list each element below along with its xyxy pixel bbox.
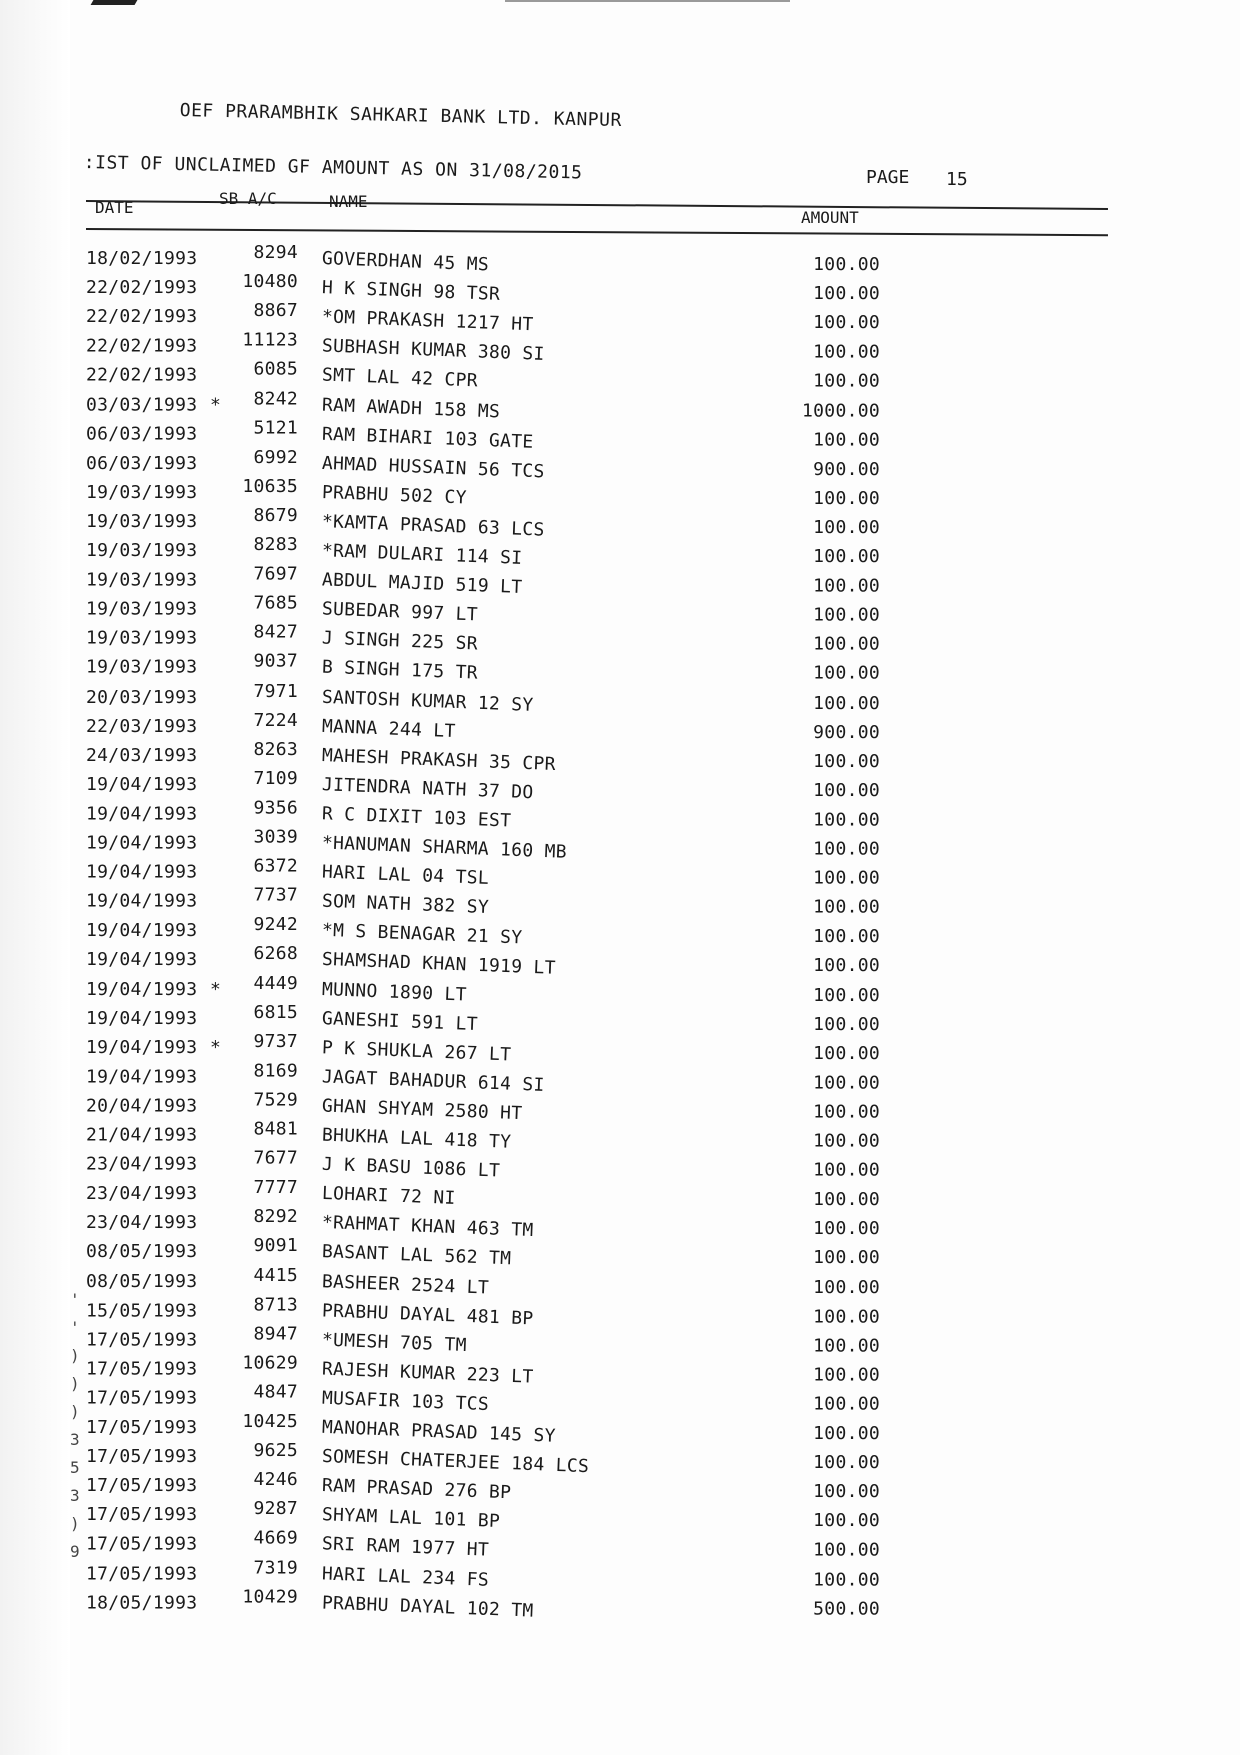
row-date: 19/04/1993 [86,890,198,912]
row-sb-account: 8169 [253,1060,298,1082]
row-sb-account: 4415 [253,1264,298,1286]
row-sb-account: 8713 [253,1293,298,1315]
row-name: RAJESH KUMAR 223 LT [321,1358,534,1388]
row-date: 22/02/1993 [86,364,198,386]
row-sb-account: 8242 [253,388,298,410]
row-date: 17/05/1993 [86,1446,198,1468]
row-name: SOMESH CHATERJEE 184 LCS [321,1446,590,1478]
row-sb-account: 7224 [253,709,298,731]
row-name: GANESHI 591 LT [321,1007,479,1035]
row-date: 17/05/1993 [86,1416,198,1438]
table-row [0,1352,1240,1388]
table-row [0,1410,1240,1447]
row-amount: 100.00 [813,1072,880,1094]
row-amount: 100.00 [813,370,880,392]
row-date: 17/05/1993 [86,1358,198,1380]
bank-name-heading: OEF PRARAMBHIK SAHKARI BANK LTD. KANPUR [179,100,623,132]
row-name: PRABHU 502 CY [321,481,468,509]
row-name: BHUKHA LAL 418 TY [321,1124,512,1153]
row-amount: 100.00 [813,1013,880,1035]
row-name: SANTOSH KUMAR 12 SY [321,686,534,716]
row-amount: 100.00 [813,1042,880,1064]
row-date: 23/04/1993 [86,1153,198,1175]
column-header-name: NAME [329,192,368,211]
row-date: 19/04/1993 [86,978,198,1000]
row-sb-account: 10480 [242,271,298,293]
row-name: HARI LAL 04 TSL [321,861,490,890]
row-date: 19/03/1993 [86,540,198,562]
row-sb-account: 7971 [253,680,298,702]
table-row [0,592,1240,628]
row-sb-account: 3039 [253,826,298,848]
row-name: *RAHMAT KHAN 463 TM [321,1212,534,1242]
row-amount: 100.00 [813,254,880,275]
row-flag: * [210,1036,222,1058]
row-sb-account: 8263 [253,738,298,760]
table-row [0,1556,1240,1592]
row-sb-account: 4246 [253,1469,298,1491]
row-name: B SINGH 175 TR [321,657,479,685]
row-name: MANNA 244 LT [321,715,456,742]
row-name: J SINGH 225 SR [321,627,479,655]
row-amount: 100.00 [813,867,880,889]
table-row [0,943,1240,980]
row-name: P K SHUKLA 267 LT [321,1036,512,1066]
row-date: 17/05/1993 [86,1562,198,1584]
table-row [0,1235,1240,1270]
row-name: GOVERDHAN 45 MS [321,248,490,276]
row-date: 08/05/1993 [86,1270,198,1292]
table-row [0,1177,1240,1212]
row-sb-account: 10629 [242,1352,298,1374]
table-row [0,1469,1240,1504]
row-name: JITENDRA NATH 37 DO [321,773,534,804]
row-sb-account: 6815 [253,1001,298,1023]
row-date: 19/03/1993 [86,627,198,649]
row-sb-account: 7109 [253,767,298,789]
row-date: 06/03/1993 [86,423,198,445]
row-date: 19/04/1993 [86,861,198,883]
row-name: SRI RAM 1977 HT [321,1533,490,1562]
row-amount: 100.00 [813,984,880,1006]
row-sb-account: 8867 [253,300,298,322]
row-date: 19/04/1993 [86,832,198,854]
row-name: GHAN SHYAM 2580 HT [321,1095,523,1125]
table-row [0,709,1240,745]
row-amount: 100.00 [813,1189,880,1211]
row-sb-account: 9287 [253,1498,298,1520]
table-row [0,651,1240,686]
page-number: 15 [946,169,968,190]
table-row [0,1440,1240,1478]
row-date: 15/05/1993 [86,1299,198,1321]
row-date: 21/04/1993 [86,1124,198,1146]
row-sb-account: 8679 [253,504,298,526]
row-name: *UMESH 705 TM [321,1329,468,1356]
table-row [0,563,1240,599]
table-row [0,621,1240,657]
row-date: 06/03/1993 [86,452,198,474]
row-date: 22/02/1993 [86,277,198,299]
row-amount: 100.00 [813,1568,880,1590]
table-row [0,1293,1240,1330]
row-date: 19/03/1993 [86,510,198,532]
table-row [0,680,1240,716]
row-amount: 100.00 [813,1130,880,1152]
row-sb-account: 9037 [253,651,298,673]
row-name: BASANT LAL 562 TM [321,1241,512,1270]
row-sb-account: 8292 [253,1206,298,1228]
row-date: 22/02/1993 [86,306,198,328]
row-name: LOHARI 72 NI [321,1183,456,1210]
row-date: 17/05/1993 [86,1387,198,1409]
row-amount: 100.00 [813,575,880,597]
table-row [0,1264,1240,1300]
row-sb-account: 10429 [242,1586,298,1608]
row-sb-account: 9625 [253,1440,298,1462]
table-row [0,797,1240,832]
row-sb-account: 6268 [253,943,298,965]
row-name: HARI LAL 234 FS [321,1562,490,1591]
row-sb-account: 8427 [253,621,298,643]
row-date: 19/03/1993 [86,569,198,591]
row-date: 08/05/1993 [86,1241,198,1263]
row-name: BASHEER 2524 LT [321,1270,490,1299]
row-date: 20/04/1993 [86,1095,198,1117]
row-date: 19/04/1993 [86,1007,198,1029]
row-amount: 100.00 [813,896,880,918]
row-name: MUSAFIR 103 TCS [321,1387,490,1415]
row-sb-account: 6372 [253,855,298,877]
row-sb-account: 6085 [253,358,298,380]
table-row [0,388,1240,423]
table-row [0,1381,1240,1417]
row-sb-account: 7319 [253,1556,298,1578]
column-header-amount: AMOUNT [801,208,859,227]
row-name: J K BASU 1086 LT [321,1153,501,1182]
row-name: PRABHU DAYAL 481 BP [321,1299,534,1330]
table-row [0,446,1240,483]
row-amount: 100.00 [813,1510,880,1532]
table-row [0,271,1240,306]
page-label: PAGE [866,167,910,188]
table-row [0,475,1240,511]
row-date: 19/03/1993 [86,598,198,620]
row-sb-account: 4847 [253,1381,298,1403]
table-row [0,914,1240,949]
table-row [0,826,1240,863]
row-amount: 100.00 [813,1452,880,1474]
row-sb-account: 10425 [242,1410,298,1432]
row-amount: 100.00 [813,429,880,451]
row-name: H K SINGH 98 TSR [321,277,501,306]
row-sb-account: 7737 [253,884,298,906]
row-sb-account: 10635 [242,475,298,497]
row-sb-account: 7677 [253,1147,298,1169]
row-sb-account: 9356 [253,797,298,819]
row-date: 18/02/1993 [86,248,198,269]
table-row [0,300,1240,336]
row-sb-account: 7685 [253,592,298,614]
row-amount: 100.00 [813,487,880,509]
row-date: 18/05/1993 [86,1592,198,1614]
row-name: SHYAM LAL 101 BP [321,1504,501,1533]
row-date: 17/05/1993 [86,1329,198,1351]
row-amount: 100.00 [813,1247,880,1269]
row-sb-account: 4669 [253,1527,298,1549]
row-sb-account: 8481 [253,1118,298,1140]
table-row [0,738,1240,775]
row-name: SMT LAL 42 CPR [321,364,479,392]
row-amount: 100.00 [813,1539,880,1561]
table-row [0,1323,1240,1358]
table-row [0,1498,1240,1533]
row-name: *KAMTA PRASAD 63 LCS [321,510,545,541]
row-amount: 100.00 [813,1481,880,1503]
row-name: JAGAT BAHADUR 614 SI [321,1066,545,1096]
row-name: ABDUL MAJID 519 LT [321,569,523,599]
table-row [0,1060,1240,1096]
row-amount: 900.00 [813,721,880,743]
row-sb-account: 7697 [253,563,298,585]
row-name: MANOHAR PRASAD 145 SY [321,1416,557,1447]
table-row [0,884,1240,920]
row-name: AHMAD HUSSAIN 56 TCS [321,452,545,483]
table-row [0,1586,1240,1622]
row-amount: 100.00 [813,1159,880,1181]
row-sb-account: 8947 [253,1323,298,1345]
row-amount: 100.00 [813,663,880,685]
table-row [0,504,1240,541]
row-date: 17/05/1993 [86,1504,198,1526]
row-date: 19/04/1993 [86,773,198,795]
row-date: 17/05/1993 [86,1533,198,1555]
row-amount: 100.00 [813,1276,880,1298]
column-header-date: DATE [95,198,134,217]
row-amount: 100.00 [813,633,880,655]
row-flag: * [210,394,222,416]
row-name: MUNNO 1890 LT [321,978,468,1006]
table-row [0,1527,1240,1563]
row-name: SOM NATH 382 SY [321,890,490,919]
row-amount: 1000.00 [802,400,880,422]
row-amount: 100.00 [813,779,880,801]
table-row [0,1001,1240,1037]
row-name: RAM AWADH 158 MS [321,394,501,422]
row-amount: 100.00 [813,604,880,626]
row-name: R C DIXIT 103 EST [321,803,512,832]
table-row [0,417,1240,453]
row-date: 19/04/1993 [86,1036,198,1058]
row-name: RAM PRASAD 276 BP [321,1475,512,1504]
row-amount: 100.00 [813,750,880,772]
table-row [0,972,1240,1008]
row-sb-account: 8283 [253,534,298,556]
row-date: 23/04/1993 [86,1212,198,1234]
row-name: SUBHASH KUMAR 380 SI [321,335,545,366]
row-date: 19/04/1993 [86,1066,198,1088]
row-amount: 900.00 [813,458,880,480]
table-row [0,1089,1240,1125]
row-name: *M S BENAGAR 21 SY [321,920,523,949]
row-name: RAM BIHARI 103 GATE [321,423,534,453]
row-amount: 100.00 [813,516,880,538]
row-sb-account: 5121 [253,417,298,439]
row-date: 19/04/1993 [86,920,198,942]
row-name: SHAMSHAD KHAN 1919 LT [321,949,557,980]
table-row [0,534,1240,569]
row-amount: 100.00 [813,283,880,305]
table-row [0,1030,1240,1066]
row-date: 23/04/1993 [86,1183,198,1205]
row-amount: 100.00 [813,341,880,363]
row-date: 19/03/1993 [86,481,198,503]
row-amount: 100.00 [813,1305,880,1327]
row-name: SUBEDAR 997 LT [321,598,479,626]
row-amount: 100.00 [813,1101,880,1123]
row-amount: 100.00 [813,1218,880,1240]
row-sb-account: 11123 [242,329,298,351]
row-sb-account: 4449 [253,972,298,994]
table-row [0,358,1240,394]
row-amount: 100.00 [813,838,880,860]
column-header-sb-ac: SB A/C [219,189,277,208]
row-date: 03/03/1993 [86,394,198,416]
row-amount: 100.00 [813,692,880,714]
row-date: 22/03/1993 [86,715,198,737]
row-amount: 100.00 [813,926,880,948]
table-row [0,242,1240,277]
row-date: 19/04/1993 [86,803,198,825]
row-amount: 100.00 [813,312,880,334]
row-name: *OM PRAKASH 1217 HT [321,306,534,336]
list-title: :IST OF UNCLAIMED GF AMOUNT AS ON 31/08/2015 [83,152,583,184]
table-row [0,767,1240,804]
table-row [0,855,1240,891]
row-sb-account: 9091 [253,1235,298,1257]
row-name: PRABHU DAYAL 102 TM [321,1592,534,1622]
row-amount: 100.00 [813,1364,880,1386]
row-amount: 100.00 [813,809,880,831]
row-sb-account: 9242 [253,914,298,936]
row-amount: 100.00 [813,1335,880,1357]
row-flag: * [210,978,222,1000]
table-row [0,1118,1240,1154]
row-date: 20/03/1993 [86,686,198,708]
row-amount: 100.00 [813,955,880,977]
row-sb-account: 7777 [253,1177,298,1199]
table-row [0,1206,1240,1242]
row-sb-account: 8294 [253,242,298,263]
table-row [0,329,1240,366]
row-sb-account: 9737 [253,1030,298,1052]
row-amount: 500.00 [813,1598,880,1620]
row-amount: 100.00 [813,1422,880,1444]
row-amount: 100.00 [813,1393,880,1415]
row-sb-account: 7529 [253,1089,298,1111]
row-name: *HANUMAN SHARMA 160 MB [321,832,568,863]
row-date: 22/02/1993 [86,335,198,357]
row-name: MAHESH PRAKASH 35 CPR [321,744,557,775]
document-page: OEF PRARAMBHIK SAHKARI BANK LTD. KANPUR :IST OF UNCLAIMED GF AMOUNT AS ON 31/08/2015 PAGE 15 DATE SB A/C NAME AMOUNT 18/02/1993 8294 GOVERDHAN 45 MS 100.00 22/02/1993 10480 H K SINGH 98 TSR 100.00 22/02/1993 8867 *OM PRAKASH 1217 HT 100.00 22/02/1993 11123 SUBHASH KUMAR 380 SI 100.00 22/02/1993 6085 SMT LAL 42 CPR 100.00 03/03/1993 * 8242 RAM AWADH 158 MS 1000.00 06/03/1993 5121 RAM BIHARI 103 GATE 100.00 06/03/1993 6992 AHMAD HUSSAIN 56 TCS 900.00 19/03/1993 10635 PRABHU 502 CY 100.00 19/03/1993 8679 *KAMTA PRASAD 63 LCS 100.00 19/03/1993 8283 *RAM DULARI 114 SI 100.00 19/03/1993 7697 ABDUL MAJID 519 LT 100.00 19/03/1993 7685 SUBEDAR 997 LT 100.00 19/03/1993 8427 J SINGH 225 SR 100.00 19/03/1993 9037 B SINGH 175 TR 100.00 20/03/1993 7971 SANTOSH KUMAR 12 SY 100.00 22/03/1993 7224 MANNA 244 LT 900.00 24/03/1993 8263 MAHESH PRAKASH 35 CPR 100.00 19/04/1993 7109 JITENDRA NATH 37 DO 100.00 19/04/1993 9356 R C DIXIT 103 EST 100.00 19/04/1993 3039 *HANUMAN SHARMA 160 MB 100.00 19/04/1993 6372 HARI LAL 04 TSL 100.00 19/04/1993 7737 SOM NATH 382 SY 100.00 19/04/1993 9242 *M S BENAGAR 21 SY 100.00 19/04/1993 6268 SHAMSHAD KHAN 1919 LT 100.00 19/04/1993 * 4449 MUNNO 1890 LT 100.00 19/04/1993 6815 GANESHI 591 LT 100.00 19/04/1993 * 9737 P K SHUKLA 267 LT 100.00 19/04/1993 8169 JAGAT BAHADUR 614 SI 100.00 20/04/1993 7529 GHAN SHYAM 2580 HT 100.00 21/04/1993 8481 BHUKHA LAL 418 TY 100.00 23/04/1993 7677 J K BASU 1086 LT 100.00 23/04/1993 7777 LOHARI 72 NI 100.00 23/04/1993 8292 *RAHMAT KHAN 463 TM 100.00 08/05/1993 9091 BASANT LAL 562 TM 100.00 08/05/1993 4415 BASHEER 2524 LT 100.00 15/05/1993 8713 PRABHU DAYAL 481 BP 100.00 17/05/1993 8947 *UMESH 705 TM 100.00 17/05/1993 10629 RAJESH KUMAR 223 LT 100.00 17/05/1993 4847 MUSAFIR 103 TCS 100.00 17/05/1993 10425 MANOHAR PRASAD 145 SY 100.00 17/05/1993 9625 SOMESH CHATERJEE 184 LCS 100.00 17/05/1993 4246 RAM PRASAD 276 BP 100.00 17/05/1993 9287 SHYAM LAL 101 BP 100.00 17/05/1993 4669 SRI RAM 1977 HT 100.00 17/05/1993 7319 HARI LAL 234 FS 100.00 18/05/1993 10429 PRABHU DAYAL 102 TM 500.00 ' ' ) ) ) 3 5 3 ) 9 [0,0,1240,1755]
row-date: 17/05/1993 [86,1475,198,1497]
row-date: 19/04/1993 [86,949,198,971]
row-date: 19/03/1993 [86,657,198,679]
row-sb-account: 6992 [253,446,298,468]
row-name: *RAM DULARI 114 SI [321,540,523,569]
row-amount: 100.00 [813,546,880,568]
table-row [0,1147,1240,1183]
row-date: 24/03/1993 [86,744,198,766]
